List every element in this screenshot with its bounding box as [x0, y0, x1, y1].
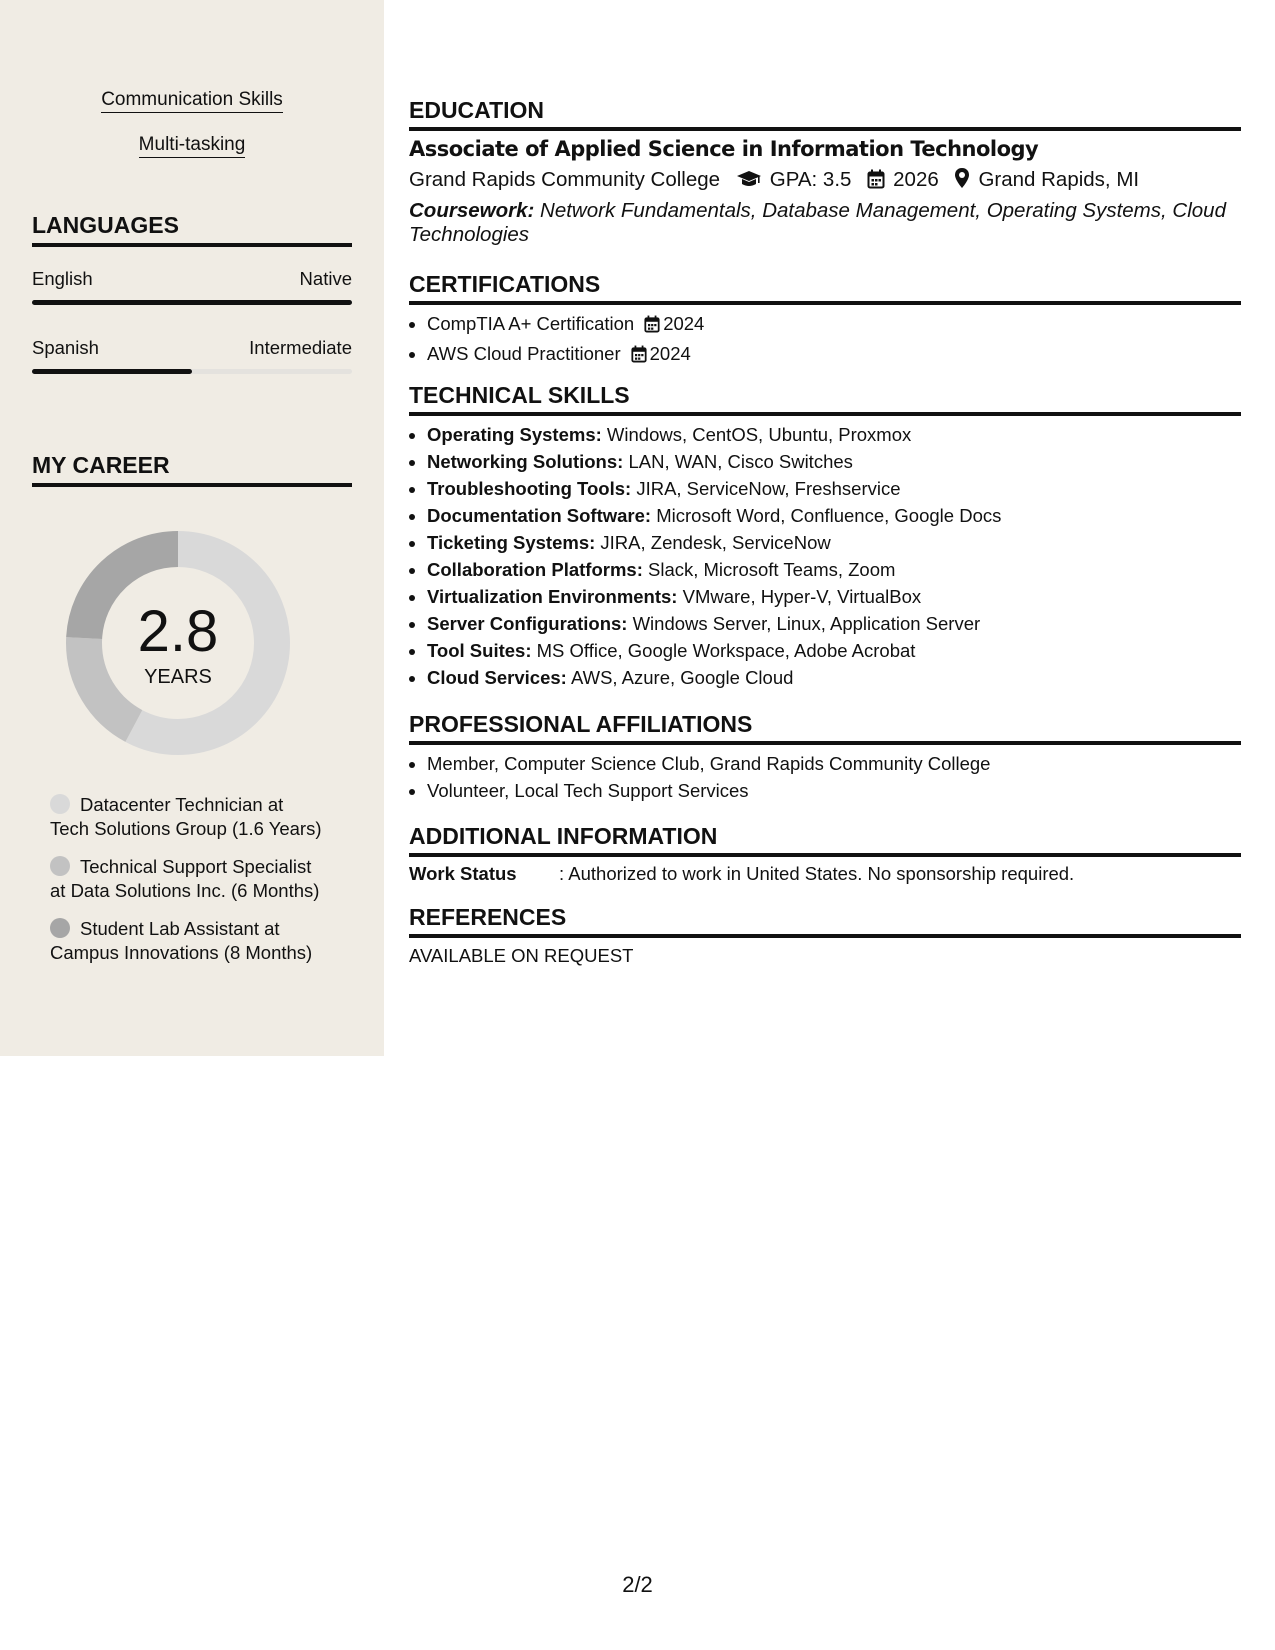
career-item: Student Lab Assistant at Campus Innovations (8 Months) [50, 918, 313, 963]
coursework [409, 199, 1241, 247]
language-proficiency-bar [32, 300, 352, 305]
degree-title: Associate of Applied Science in Information Technology [409, 137, 1039, 161]
page-number: 2/2 [622, 1572, 653, 1597]
references-heading: REFERENCES [409, 903, 1241, 938]
career-legend-dot [50, 856, 70, 876]
calendar-icon [631, 343, 647, 370]
language-proficiency-bar [32, 369, 352, 374]
work-status [409, 862, 1074, 886]
affiliations-heading: PROFESSIONAL AFFILIATIONS [409, 710, 1241, 745]
list-item: • Server Configurations: Windows Server, Linux, Application Server [427, 610, 1239, 637]
language-name: Spanish [32, 337, 99, 358]
language-row [32, 337, 352, 359]
skill-item: Communication Skills [0, 89, 384, 111]
list-item: • AWS Cloud Practitioner 2024 [427, 340, 1239, 370]
career-total-value: 2.8 [137, 599, 219, 664]
skill-item: Multi-tasking [0, 134, 384, 156]
additional-info-heading: ADDITIONAL INFORMATION [409, 822, 1241, 857]
career-total-unit: YEARS [144, 666, 212, 688]
language-proficiency-fill [32, 300, 352, 305]
list-item: • Ticketing Systems: JIRA, Zendesk, ServiceNow [427, 529, 1239, 556]
gpa: GPA: 3.5 [769, 168, 852, 191]
certifications-heading: CERTIFICATIONS [409, 270, 1241, 305]
career-legend-dot [50, 794, 70, 814]
list-item: • Virtualization Environments: VMware, Hyper-V, VirtualBox [427, 583, 1239, 610]
language-name: English [32, 268, 93, 289]
affiliations-list [409, 750, 1239, 804]
list-item: • Volunteer, Local Tech Support Services [427, 777, 1239, 804]
calendar-icon [867, 169, 885, 196]
list-item: • Cloud Services: AWS, Azure, Google Cloud [427, 664, 1239, 691]
references-text: AVAILABLE ON REQUEST [409, 945, 634, 966]
list-item: • Tool Suites: MS Office, Google Workspace, Adobe Acrobat [427, 637, 1239, 664]
education-heading: EDUCATION [409, 96, 1241, 131]
list-item: • Operating Systems: Windows, CentOS, Ubuntu, Proxmox [427, 421, 1239, 448]
school-name: Grand Rapids Community College [409, 168, 721, 191]
coursework-list: Network Fundamentals, Database Management, Operating Systems, Cloud Technologies [409, 199, 1226, 246]
location: Grand Rapids, MI [978, 168, 1140, 191]
work-status-label: Work Status [409, 863, 517, 884]
language-level: Intermediate [249, 337, 352, 358]
language-row [32, 268, 352, 290]
list-item: • Member, Computer Science Club, Grand Rapids Community College [427, 750, 1239, 777]
coursework-label: Coursework: [409, 199, 535, 222]
location-pin-icon [954, 167, 970, 196]
technical-skills-list [409, 421, 1239, 691]
language-level: Native [299, 268, 352, 289]
list-item: • CompTIA A+ Certification 2024 [427, 310, 1239, 340]
list-item: • Troubleshooting Tools: JIRA, ServiceNow, Freshservice [427, 475, 1239, 502]
certifications-list [409, 310, 1239, 370]
education-details [409, 167, 1139, 196]
languages-heading: LANGUAGES [32, 211, 352, 247]
calendar-icon [644, 313, 660, 340]
career-legend-dot [50, 918, 70, 938]
graduation-cap-icon [736, 169, 762, 196]
technical-skills-heading: TECHNICAL SKILLS [409, 381, 1241, 416]
sidebar [0, 0, 384, 1056]
work-status-value: : Authorized to work in United States. No sponsorship required. [559, 863, 1075, 884]
graduation-year: 2026 [893, 168, 939, 191]
list-item: • Documentation Software: Microsoft Word, Confluence, Google Docs [427, 502, 1239, 529]
career-item: Technical Support Specialist at Data Solutions Inc. (6 Months) [50, 856, 320, 901]
list-item: • Collaboration Platforms: Slack, Microsoft Teams, Zoom [427, 556, 1239, 583]
language-proficiency-fill [32, 369, 192, 374]
career-heading: MY CAREER [32, 451, 352, 487]
career-item: Datacenter Technician at Tech Solutions Group (1.6 Years) [50, 794, 322, 839]
list-item: • Networking Solutions: LAN, WAN, Cisco Switches [427, 448, 1239, 475]
